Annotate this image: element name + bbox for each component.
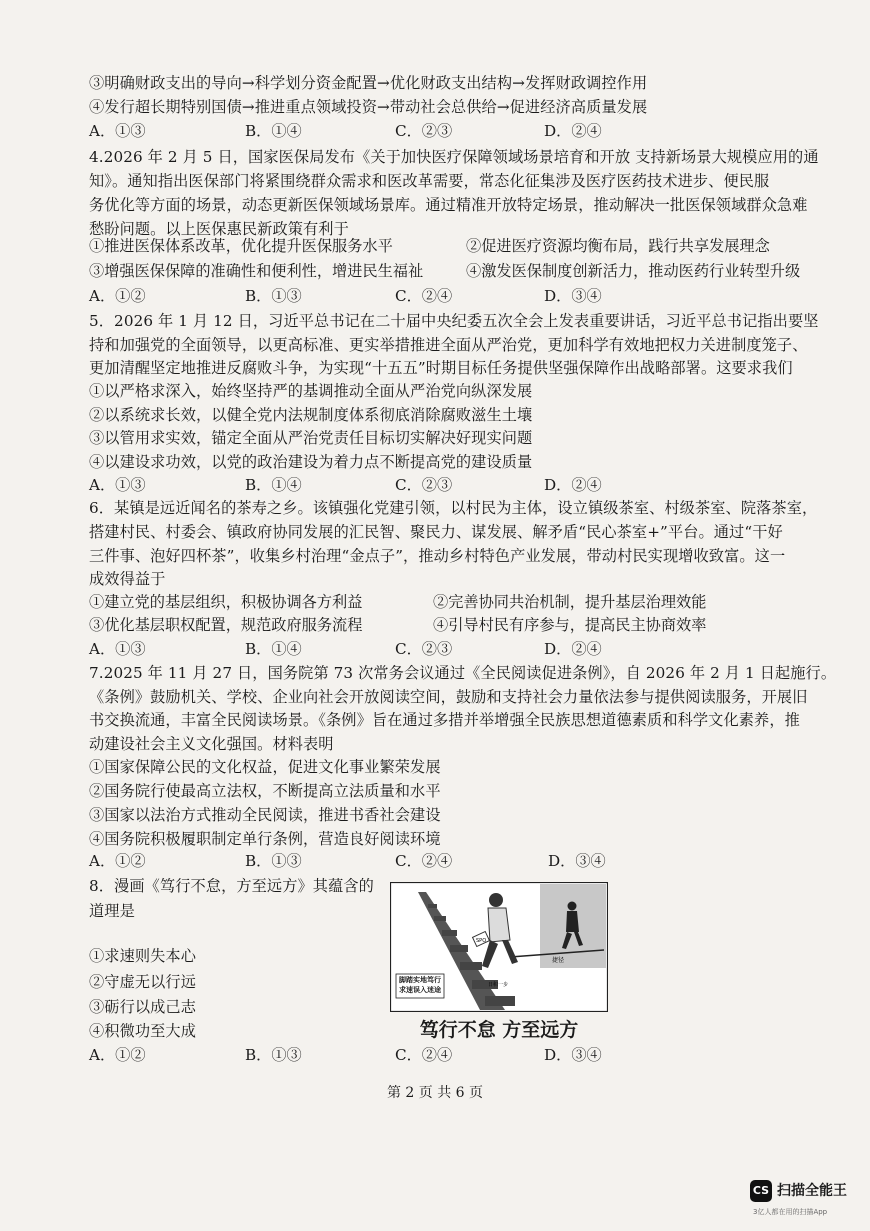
q8-answer-b: B．①③ (245, 1046, 302, 1064)
q6-option-1: ①建立党的基层组织，积极协调各方利益 (89, 593, 363, 611)
q3-option-4: ④发行超长期特别国债→推进重点领域投资→带动社会总供给→促进经济高质量发展 (89, 98, 648, 116)
q7-stem-line: 7.2025 年 11 月 27 日，国务院第 73 次常务会议通过《全民阅读促进条例》，自 2026 年 2 月 1 日起施行。 (89, 664, 837, 682)
q6-answer-b: B．①④ (245, 640, 302, 658)
q8-answer-c: C．②④ (395, 1046, 453, 1064)
q6-options-row-2 (89, 615, 809, 635)
q8-answers (89, 1045, 809, 1065)
q4-option-1: ①推进医保体系改革，优化提升医保服务水平 (89, 237, 393, 255)
q5-option-2: ②以系统求长效，以健全党内法规制度体系彻底消除腐败滋生土壤 (89, 406, 533, 424)
cartoon-caption: 笃行不怠 方至远方 (419, 1019, 579, 1041)
q4-answers (89, 286, 809, 306)
q4-stem-line: 愁盼问题。以上医保惠民新政策有利于 (89, 220, 349, 238)
q4-stem-line: 4.2026 年 2 月 5 日，国家医保局发布《关于加快医疗保障领域场景培育和开放 支持新场景大规模应用的通 (89, 148, 819, 166)
cartoon-illustration (390, 882, 608, 1012)
page-number: 第 2 页 共 6 页 (386, 1085, 484, 1101)
q5-answer-a: A．①③ (89, 476, 146, 494)
q3-answer-b: B．①④ (245, 122, 302, 140)
q8-answer-a: A．①② (89, 1046, 146, 1064)
shortcut-sign: 捷径 (552, 957, 565, 964)
scanner-watermark (750, 1180, 862, 1220)
q7-stem-line: 动建设社会主义文化强国。材料表明 (89, 735, 334, 753)
q7-option-1: ①国家保障公民的文化权益，促进文化事业繁荣发展 (89, 758, 441, 776)
scanner-logo-icon: CS (750, 1180, 772, 1202)
q8-option-4: ④积微功至大成 (89, 1022, 197, 1040)
q6-answer-c: C．②③ (395, 640, 453, 658)
q4-answer-d: D．③④ (544, 287, 602, 305)
q4-option-4: ④激发医保制度创新活力，推动医药行业转型升级 (466, 262, 801, 280)
q6-stem-line: 三件事、泡好四杯茶”，收集乡村治理“金点子”，推动乡村特色产业发展，带动村民实现增收致富。这一 (89, 547, 786, 565)
q7-answer-b: B．①③ (245, 852, 302, 870)
q5-option-3: ③以管用求实效，锚定全面从严治党责任目标切实解决好现实问题 (89, 429, 533, 447)
step-label: 日积一步 (488, 982, 509, 988)
q5-answer-b: B．①④ (245, 476, 302, 494)
scanner-tagline: 3亿人都在用的扫描App (753, 1208, 828, 1216)
q7-option-4: ④国务院积极履职制定单行条例，营造良好阅读环境 (89, 830, 441, 848)
q4-stem-line: 务优化等方面的场景，动态更新医保领域场景库。通过精准开放特定场景，推动解决一批医保领域群众急难 (89, 196, 808, 214)
q5-stem-line: 更加清醒坚定地推进反腐败斗争，为实现“十五五”时期目标任务提供坚强保障作出战略部署。这要求我们 (89, 359, 793, 377)
q7-option-2: ②国务院行使最高立法权，不断提高立法质量和水平 (89, 782, 441, 800)
q5-option-4: ④以建设求功效，以党的政治建设为着力点不断提高党的建设质量 (89, 453, 533, 471)
q4-option-2: ②促进医疗资源均衡布局，践行共享发展理念 (466, 237, 770, 255)
cartoon-paper-label: SPO (476, 938, 487, 944)
q4-answer-c: C．②④ (395, 287, 453, 305)
q8-option-1: ①求速则失本心 (89, 947, 197, 965)
q6-stem-line: 成效得益于 (89, 570, 166, 588)
q7-answer-c: C．②④ (395, 852, 453, 870)
cartoon-sign-text: 脚踏实地笃行 求速误入迷途 (399, 976, 441, 994)
q5-answers (89, 475, 809, 495)
q6-answer-d: D．②④ (544, 640, 602, 658)
q7-answers (89, 851, 809, 871)
q7-answer-a: A．①② (89, 852, 146, 870)
q6-option-4: ④引导村民有序参与，提高民主协商效率 (433, 616, 707, 634)
q8-stem-line: 8．漫画《笃行不怠，方至远方》其蕴含的 (89, 877, 374, 895)
q3-answer-d: D．②④ (544, 122, 602, 140)
q6-answer-a: A．①③ (89, 640, 146, 658)
q6-answers (89, 639, 809, 659)
q3-option-3: ③明确财政支出的导向→科学划分资金配置→优化财政支出结构→发挥财政调控作用 (89, 74, 648, 92)
q7-option-3: ③国家以法治方式推动全民阅读，推进书香社会建设 (89, 806, 441, 824)
q6-stem-line: 6．某镇是远近闻名的茶寿之乡。该镇强化党建引领，以村民为主体，设立镇级茶室、村级茶室、院落茶室， (89, 499, 818, 517)
q5-answer-d: D．②④ (544, 476, 602, 494)
q7-stem-line: 《条例》鼓励机关、学校、企业向社会开放阅读空间，鼓励和支持社会力量依法参与提供阅读服务，开展旧 (89, 688, 808, 706)
q6-stem-line: 搭建村民、村委会、镇政府协同发展的汇民智、聚民力、谋发展、解矛盾“民心茶室+”平台。通过“干好 (89, 523, 783, 541)
q8-option-3: ③砺行以成己志 (89, 998, 197, 1016)
q6-option-3: ③优化基层职权配置，规范政府服务流程 (89, 616, 363, 634)
q6-options-row-1 (89, 592, 809, 612)
q3-answers (89, 121, 809, 141)
q5-answer-c: C．②③ (395, 476, 453, 494)
q4-options-row-2 (89, 261, 809, 281)
q4-stem-line: 知》。通知指出医保部门将紧围绕群众需求和医改革需要，常态化征集涉及医疗医药技术进步、便民服 (89, 172, 770, 190)
q4-options-row-1 (89, 236, 809, 256)
q8-stem-line: 道理是 (89, 902, 135, 920)
q4-answer-b: B．①③ (245, 287, 302, 305)
q4-option-3: ③增强医保保障的准确性和便利性，增进民生福祉 (89, 262, 424, 280)
q5-stem-line: 持和加强党的全面领导，以更高标准、更实举措推进全面从严治党，更加科学有效地把权力关进制度笼子、 (89, 336, 808, 354)
q8-option-2: ②守虚无以行远 (89, 973, 197, 991)
q3-answer-c: C．②③ (395, 122, 453, 140)
q4-answer-a: A．①② (89, 287, 146, 305)
q7-answer-d: D．③④ (548, 852, 606, 870)
q3-answer-a: A．①③ (89, 122, 146, 140)
q6-option-2: ②完善协同共治机制，提升基层治理效能 (433, 593, 707, 611)
q5-option-1: ①以严格求深入，始终坚持严的基调推动全面从严治党向纵深发展 (89, 382, 533, 400)
q5-stem-line: 5．2026 年 1 月 12 日，习近平总书记在二十届中央纪委五次全会上发表重要讲话，习近平总书记指出要坚 (89, 312, 819, 330)
q8-answer-d: D．③④ (544, 1046, 602, 1064)
scanner-app-name: 扫描全能王 (777, 1183, 847, 1199)
q7-stem-line: 书交换流通，丰富全民阅读场景。《条例》旨在通过多措并举增强全民族思想道德素质和科学文化素养，推 (89, 711, 800, 729)
